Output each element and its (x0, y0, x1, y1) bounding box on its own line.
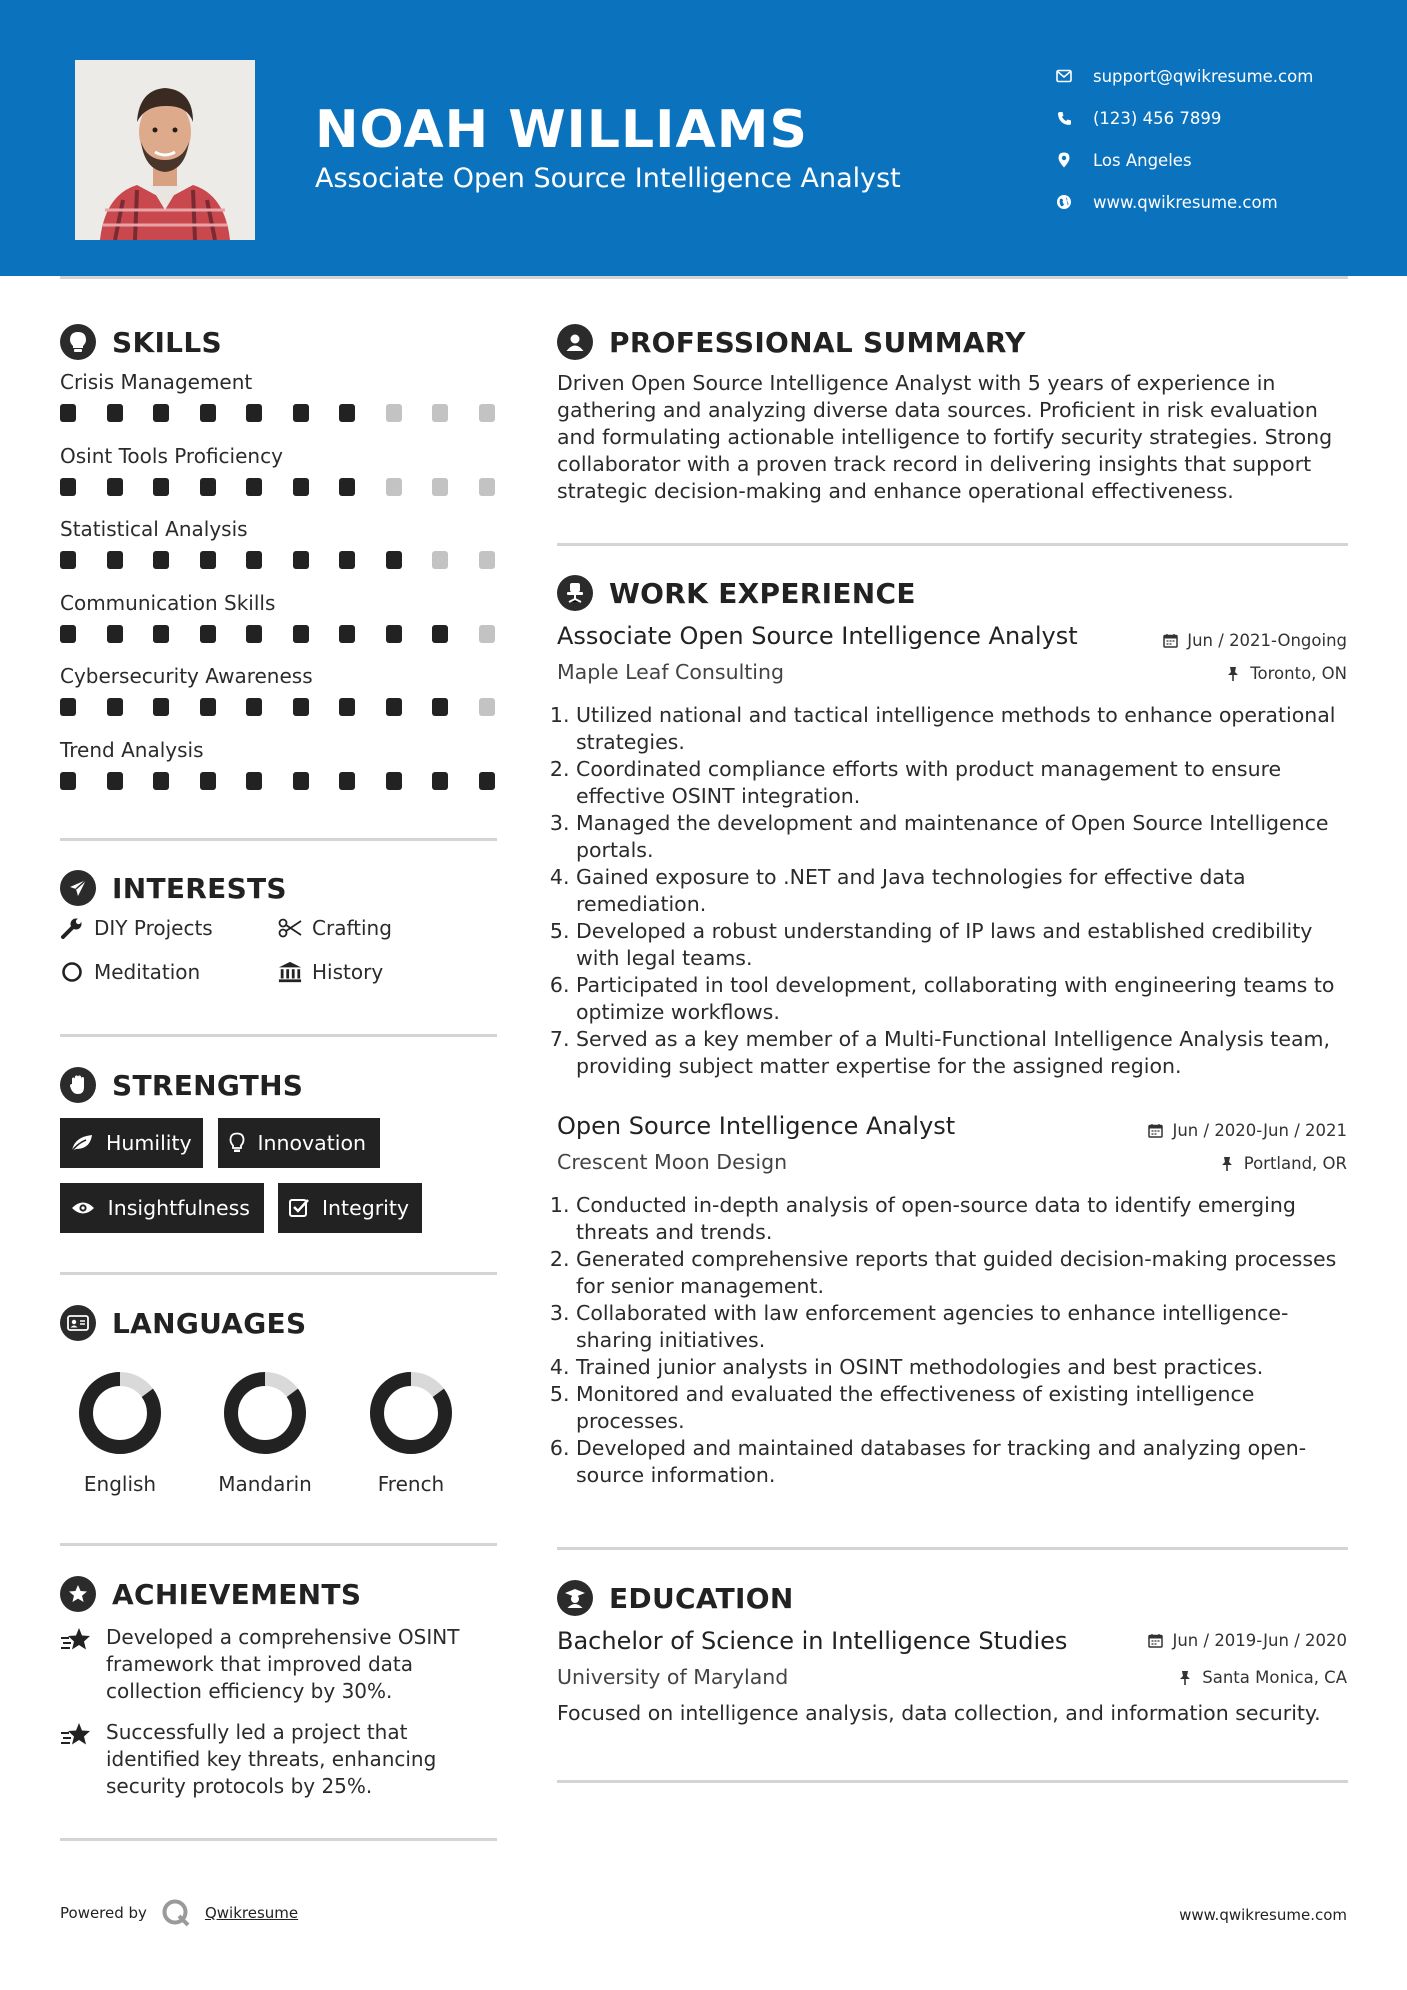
skill-dot-filled (107, 698, 123, 716)
resume-header (0, 0, 1407, 276)
strength-tag (278, 1183, 422, 1233)
contact-location (1055, 139, 1313, 181)
paper-plane-icon (60, 870, 96, 906)
skills-title: SKILLS (112, 325, 222, 359)
achievements-heading (60, 1576, 361, 1612)
job-location-text: Toronto, ON (1250, 664, 1347, 683)
skill-dot-filled (339, 551, 355, 569)
duty-item: 3. Managed the development and maintenance of Open Source Intelligence portals. (576, 810, 1357, 864)
lightbulb-icon (60, 324, 96, 360)
skill-dot-empty (479, 698, 495, 716)
summary-title: PROFESSIONAL SUMMARY (609, 325, 1026, 359)
summary-heading (557, 324, 1026, 360)
skill-dot-filled (246, 478, 262, 496)
skill-dot-filled (200, 625, 216, 643)
scissors-icon (278, 916, 302, 940)
language-item (45, 1368, 195, 1496)
skill-rating (60, 478, 500, 500)
section-divider (557, 1547, 1348, 1550)
skill-name: Crisis Management (60, 370, 253, 394)
skill-name: Osint Tools Proficiency (60, 443, 283, 468)
wrench-icon (60, 916, 84, 940)
skill-dot-filled (386, 698, 402, 716)
eye-icon (70, 1195, 96, 1221)
job-dates (1162, 631, 1347, 650)
degree-title: Bachelor of Science in Intelligence Studies (557, 1627, 1068, 1655)
strength-label: Humility (106, 1131, 192, 1155)
skill-dot-filled (246, 625, 262, 643)
education-title: EDUCATION (609, 1581, 794, 1615)
profile-photo (75, 60, 255, 240)
skill-item (60, 517, 500, 591)
skill-name: Statistical Analysis (60, 517, 248, 541)
skill-dot-filled (153, 772, 169, 790)
job-dates (1147, 1121, 1347, 1140)
skill-name: Communication Skills (60, 590, 276, 615)
lightbulb-icon (228, 1130, 245, 1156)
skill-rating (60, 698, 500, 720)
skill-dot-filled (153, 625, 169, 643)
skill-dot-filled (339, 404, 355, 422)
skill-dot-filled (200, 551, 216, 569)
contact-location-text: Los Angeles (1093, 150, 1192, 170)
star-icon (60, 1626, 92, 1654)
qwikresume-logo-icon (161, 1898, 191, 1928)
skill-dot-filled (293, 772, 309, 790)
landmark-icon (278, 960, 302, 984)
language-donut (220, 1368, 310, 1458)
language-item (336, 1368, 486, 1496)
graduate-icon (557, 1580, 593, 1616)
leaf-icon (70, 1130, 94, 1156)
skill-dot-filled (60, 404, 76, 422)
brand-link[interactable]: Qwikresume (204, 1904, 299, 1922)
contact-email[interactable] (1055, 55, 1313, 97)
achievement-text: Successfully led a project that identified key threats, enhancing security protocols by 25%. (106, 1720, 437, 1798)
hand-icon (60, 1067, 96, 1103)
interest-item (60, 960, 200, 984)
strengths-title: STRENGTHS (112, 1068, 304, 1102)
skill-dot-filled (200, 772, 216, 790)
skill-dot-filled (200, 698, 216, 716)
duty-item: 1. Conducted in-depth analysis of open-source data to identify emerging threats and trends. (576, 1192, 1357, 1246)
language-item (190, 1368, 340, 1496)
footer-powered-by (60, 1898, 298, 1928)
company-name: Maple Leaf Consulting (557, 660, 785, 684)
skill-item (60, 444, 500, 518)
footer-website-link[interactable]: www.qwikresume.com (1179, 1906, 1347, 1924)
id-card-icon (60, 1305, 96, 1341)
education-location (1177, 1668, 1347, 1687)
skill-dot-filled (107, 625, 123, 643)
interest-label: DIY Projects (94, 916, 213, 940)
language-donut (75, 1368, 165, 1458)
skill-item (60, 370, 500, 444)
skill-dot-filled (432, 698, 448, 716)
experience-title: WORK EXPERIENCE (609, 576, 916, 610)
interests-list (60, 916, 500, 1016)
interest-item (60, 916, 213, 940)
language-name: French (377, 1472, 445, 1496)
contact-phone[interactable] (1055, 97, 1313, 139)
skill-dot-filled (246, 772, 262, 790)
education-heading (557, 1580, 794, 1616)
skill-dot-filled (153, 478, 169, 496)
map-pin-icon (1055, 151, 1073, 169)
header-divider (60, 276, 1348, 279)
job-dates-text: Jun / 2020-Jun / 2021 (1172, 1121, 1347, 1140)
job-duties (557, 1192, 1357, 1489)
skill-dot-filled (60, 698, 76, 716)
duty-item: 3. Collaborated with law enforcement agencies to enhance intelligence-sharing initiatives. (576, 1300, 1357, 1354)
skill-dot-filled (60, 772, 76, 790)
job-duties (557, 702, 1357, 1080)
skill-dot-empty (479, 478, 495, 496)
skill-dot-filled (293, 404, 309, 422)
skills-list (60, 370, 500, 811)
pushpin-icon (1219, 1156, 1235, 1172)
language-donut (366, 1368, 456, 1458)
interest-label: History (312, 960, 384, 984)
skill-name: Cybersecurity Awareness (60, 664, 313, 688)
school-name: University of Maryland (557, 1665, 789, 1689)
section-divider (60, 1272, 497, 1275)
skill-dot-empty (432, 404, 448, 422)
skill-dot-empty (479, 404, 495, 422)
strength-tag (60, 1118, 203, 1168)
duty-item: 5. Monitored and evaluated the effectiveness of existing intelligence processes. (576, 1381, 1357, 1435)
duty-item: 4. Trained junior analysts in OSINT methodologies and best practices. (576, 1354, 1357, 1381)
language-name: Mandarin (218, 1472, 312, 1496)
skill-rating (60, 625, 500, 647)
phone-icon (1055, 109, 1073, 127)
skill-dot-filled (432, 772, 448, 790)
achievement-item (60, 1624, 500, 1705)
skill-item (60, 738, 500, 812)
skill-dot-empty (479, 625, 495, 643)
calendar-icon (1147, 1633, 1163, 1649)
interest-item (278, 916, 392, 940)
skill-rating (60, 404, 500, 426)
skill-dot-empty (386, 404, 402, 422)
skill-name: Trend Analysis (60, 737, 204, 762)
check-square-icon (288, 1195, 310, 1221)
skill-dot-empty (432, 478, 448, 496)
job-dates-text: Jun / 2021-Ongoing (1187, 631, 1347, 650)
skill-dot-filled (60, 625, 76, 643)
star-badge-icon (60, 1576, 96, 1612)
language-name: English (83, 1472, 157, 1496)
contact-phone-text: (123) 456 7899 (1093, 108, 1222, 128)
skill-dot-filled (200, 404, 216, 422)
skill-dot-filled (153, 698, 169, 716)
skill-dot-filled (386, 551, 402, 569)
strength-tag (60, 1183, 264, 1233)
skill-dot-filled (107, 551, 123, 569)
strengths-heading (60, 1067, 303, 1103)
pushpin-icon (1177, 1670, 1193, 1686)
company-name: Crescent Moon Design (557, 1150, 788, 1174)
pushpin-icon (1225, 666, 1241, 682)
skill-dot-filled (60, 551, 76, 569)
star-icon (60, 1721, 92, 1749)
skill-dot-filled (246, 698, 262, 716)
job-location-text: Portland, OR (1243, 1154, 1347, 1173)
achievements-title: ACHIEVEMENTS (112, 1577, 362, 1611)
duty-item: 2. Coordinated compliance efforts with product management to ensure effective OSINT integration. (576, 756, 1357, 810)
job-location (1225, 664, 1347, 683)
interests-title: INTERESTS (112, 871, 287, 905)
skill-dot-empty (386, 478, 402, 496)
duty-item: 6. Developed and maintained databases for tracking and analyzing open-source information. (576, 1435, 1357, 1489)
skill-dot-filled (339, 698, 355, 716)
skills-heading (60, 324, 222, 360)
experience-heading (557, 575, 916, 611)
skill-dot-filled (339, 772, 355, 790)
section-divider (60, 1838, 497, 1841)
summary-text: Driven Open Source Intelligence Analyst with 5 years of experience in gathering and analyzing diverse data sources. Proficient in risk evaluation and formulating actionable intelligence to fortify security strategies. Strong collaborator with a proven track record in delivering insights that support strategic decision-making and enhance operational effectiveness. (557, 371, 1333, 503)
skill-dot-filled (293, 551, 309, 569)
skill-dot-filled (200, 478, 216, 496)
interest-label: Meditation (94, 960, 201, 984)
interests-heading (60, 870, 287, 906)
duty-item: 7. Served as a key member of a Multi-Functional Intelligence Analysis team, providing subject matter expertise for the assigned region. (576, 1026, 1357, 1080)
skill-dot-filled (293, 478, 309, 496)
interest-label: Crafting (312, 916, 392, 940)
mail-icon (1055, 67, 1073, 85)
skill-dot-filled (432, 625, 448, 643)
skill-dot-filled (60, 478, 76, 496)
circle-icon (60, 960, 84, 984)
achievement-text: Developed a comprehensive OSINT framework that improved data collection efficiency by 30%. (106, 1625, 460, 1703)
skill-dot-filled (293, 625, 309, 643)
languages-title: LANGUAGES (112, 1306, 307, 1340)
duty-item: 2. Generated comprehensive reports that guided decision-making processes for senior management. (576, 1246, 1357, 1300)
skill-dot-filled (339, 625, 355, 643)
contact-email-text: support@qwikresume.com (1093, 66, 1314, 86)
skill-dot-filled (107, 772, 123, 790)
languages-heading (60, 1305, 306, 1341)
office-chair-icon (557, 575, 593, 611)
section-divider (557, 1780, 1348, 1783)
section-divider (60, 1543, 497, 1546)
skill-dot-filled (386, 772, 402, 790)
powered-by-text: Powered by (60, 1904, 147, 1922)
strength-label: Insightfulness (107, 1196, 250, 1220)
skill-dot-filled (479, 772, 495, 790)
skill-dot-filled (246, 404, 262, 422)
skill-dot-filled (386, 625, 402, 643)
calendar-icon (1162, 633, 1178, 649)
duty-item: 6. Participated in tool development, collaborating with engineering teams to optimize workflows. (576, 972, 1357, 1026)
section-divider (60, 1034, 497, 1037)
contact-website-text: www.qwikresume.com (1093, 192, 1278, 212)
candidate-title: Associate Open Source Intelligence Analyst (315, 163, 901, 194)
skill-item (60, 591, 500, 665)
achievement-item (60, 1719, 500, 1800)
user-icon (557, 324, 593, 360)
duty-item: 5. Developed a robust understanding of IP laws and established credibility with legal teams. (576, 918, 1357, 972)
strength-tag (218, 1118, 380, 1168)
skill-dot-filled (246, 551, 262, 569)
job-title: Open Source Intelligence Analyst (557, 1112, 956, 1140)
calendar-icon (1147, 1123, 1163, 1139)
skill-rating (60, 551, 500, 573)
strength-label: Integrity (322, 1196, 409, 1220)
interest-item (278, 960, 383, 984)
education-dates-text: Jun / 2019-Jun / 2020 (1172, 1631, 1347, 1650)
globe-icon (1055, 193, 1073, 211)
education-dates (1147, 1631, 1347, 1650)
candidate-name: NOAH WILLIAMS (315, 100, 808, 160)
job-location (1219, 1154, 1347, 1173)
duty-item: 1. Utilized national and tactical intelligence methods to enhance operational strategies. (576, 702, 1357, 756)
section-divider (60, 838, 497, 841)
skill-dot-filled (153, 551, 169, 569)
skill-dot-empty (432, 551, 448, 569)
education-location-text: Santa Monica, CA (1202, 1668, 1347, 1687)
skill-dot-filled (153, 404, 169, 422)
skill-dot-filled (107, 404, 123, 422)
duty-item: 4. Gained exposure to .NET and Java technologies for effective data remediation. (576, 864, 1357, 918)
education-description: Focused on intelligence analysis, data collection, and information security. (557, 1701, 1321, 1725)
contact-website[interactable] (1055, 181, 1313, 223)
skill-dot-empty (479, 551, 495, 569)
skill-rating (60, 772, 500, 794)
skill-dot-filled (339, 478, 355, 496)
skill-item (60, 664, 500, 738)
skill-dot-filled (293, 698, 309, 716)
strength-label: Innovation (257, 1131, 366, 1155)
section-divider (557, 543, 1348, 546)
skill-dot-filled (107, 478, 123, 496)
job-title: Associate Open Source Intelligence Analyst (557, 622, 1078, 650)
contact-list (1055, 55, 1313, 223)
